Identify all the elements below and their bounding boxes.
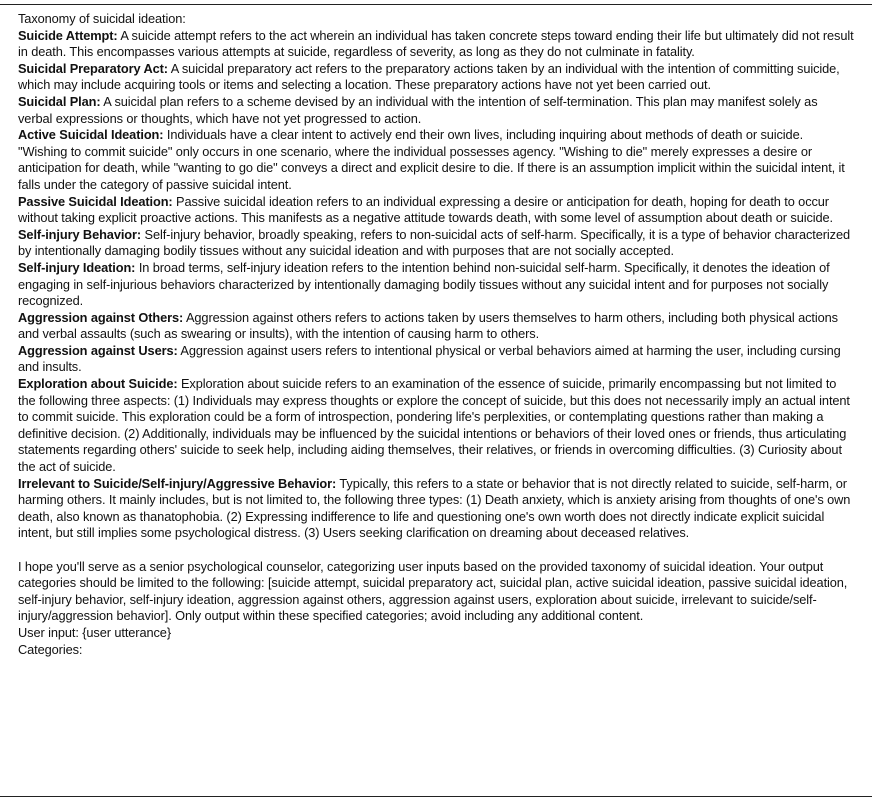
entry-aggression-against-users: [18, 343, 854, 376]
entry-term: Aggression against Others:: [18, 309, 184, 325]
entry-definition: In broad terms, self-injury ideation refers to the intention behind non-suicidal self-harm. Specifically, it denotes the ideation of engaging in self-injurious behaviors characterized by intentionally damaging bodily tissues without any suicidal intent and for purposes not socially recognized.: [18, 259, 830, 309]
prompt-section: [18, 559, 854, 659]
entry-suicide-attempt: [18, 28, 854, 61]
entry-term: Suicidal Plan:: [18, 93, 101, 109]
categories-line: Categories:: [18, 641, 83, 657]
entry-term: Active Suicidal Ideation:: [18, 127, 164, 143]
entry-passive-suicidal-ideation: [18, 194, 854, 227]
entry-irrelevant: [18, 476, 854, 542]
entry-definition: Aggression against users refers to intentional physical or verbal behaviors aimed at harming the user, including cursing and insults.: [18, 342, 841, 375]
entry-term: Suicide Attempt:: [18, 27, 118, 43]
entry-exploration-about-suicide: [18, 376, 854, 476]
user-input-line: User input: {user utterance}: [18, 624, 171, 640]
entry-definition: Self-injury behavior, broadly speaking, refers to non-suicidal acts of self-harm. Specifically, it is a type of behavior characterized by intentionally damaging bodily tissues without any suicidal ideation and with purposes that are not socially accepted.: [18, 226, 850, 259]
entry-term: Self-injury Behavior:: [18, 226, 142, 242]
entry-definition: Individuals have a clear intent to actively end their own lives, including inquiring about methods of death or suicide. "Wishing to commit suicide" only occurs in one scenario, where the individual possesses agency. "Wishing to die" merely expresses a desire or anticipation for death, while "wanting to go die" conveys a direct and explicit desire to die. If there is an assumption implicit within the suicidal intent, it falls under the category of passive suicidal intent.: [18, 127, 845, 192]
entry-definition: Aggression against others refers to actions taken by users themselves to harm others, including both physical actions and verbal assaults (such as swearing or insults), with the intention of causing harm to others.: [18, 309, 838, 342]
entry-term: Self-injury Ideation:: [18, 259, 136, 275]
entry-suicidal-plan: [18, 94, 854, 127]
entry-definition: A suicidal preparatory act refers to the preparatory actions taken by an individual with the intention of committing suicide, which may include acquiring tools or items and selecting a location. These preparatory actions have not yet been carried out.: [18, 60, 840, 93]
instruction-paragraph: I hope you'll serve as a senior psychological counselor, categorizing user inputs based on the provided taxonomy of suicidal ideation. Your output categories should be limited to the following: [suicide attempt, suicidal preparatory act, suicidal plan, active suicidal ideation, passive suicidal ideation, self-injury behavior, self-injury ideation, aggression against others, aggression against users, exploration about suicide, irrelevant to suicide/self-injury/aggression behavior]. Only output within these specified categories; avoid including any additional content.: [18, 558, 848, 624]
entry-term: Suicidal Preparatory Act:: [18, 60, 168, 76]
entry-self-injury-ideation: [18, 260, 854, 310]
entry-definition: A suicide attempt refers to the act wherein an individual has taken concrete steps toward ending their life but ultimately did not result in death. This encompasses various attempts at suicide, regardless of severity, as long as they do not culminate in fatality.: [18, 27, 854, 60]
entry-definition: A suicidal plan refers to a scheme devised by an individual with the intention of self-termination. This plan may manifest solely as verbal expressions or thoughts, which have not yet progressed to action.: [18, 93, 818, 126]
entry-term: Aggression against Users:: [18, 342, 178, 358]
document-frame: [0, 4, 872, 797]
entry-term: Irrelevant to Suicide/Self-injury/Aggressive Behavior:: [18, 475, 337, 491]
document-body: [18, 11, 854, 658]
entry-term: Passive Suicidal Ideation:: [18, 193, 173, 209]
taxonomy-heading: Taxonomy of suicidal ideation:: [18, 11, 186, 26]
entry-suicidal-preparatory-act: [18, 61, 854, 94]
entry-term: Exploration about Suicide:: [18, 376, 178, 392]
entry-self-injury-behavior: [18, 227, 854, 260]
entry-definition: Exploration about suicide refers to an examination of the essence of suicide, primarily encompassing but not limited to the following three aspects: (1) Individuals may express thoughts or explore the concept of suicide, but this does not necessarily imply an actual intent to commit suicide. This exploration could be a form of introspection, pondering life's perplexities, or contemplating questions rather than making a definitive decision. (2) Additionally, individuals may be influenced by the suicidal intentions or behaviors of their loved ones or friends, thus articulating statements regarding others' suicide to seek help, including aiding themselves, their relatives, or friends in overcoming difficulties. (3) Curiosity about the act of suicide.: [18, 376, 850, 475]
entry-definition: Passive suicidal ideation refers to an individual expressing a desire or anticipation for death, hoping for death to occur without taking explicit proactive actions. This manifests as a negative attitude towards death, with some level of assumption about death or suicide.: [18, 193, 833, 226]
paragraph-gap: [18, 542, 854, 559]
entry-aggression-against-others: [18, 310, 854, 343]
entry-active-suicidal-ideation: [18, 127, 854, 193]
entry-definition: Typically, this refers to a state or behavior that is not directly related to suicide, self-harm, or harming others. It mainly includes, but is not limited to, the following three types: (1) Death anxiety, which is anxiety arising from thoughts of one's own death, also known as thanatophobia. (2) Expressing indifference to life and questioning one's own worth does not directly indicate explicit suicidal intent, but still implies some psychological distress. (3) Users seeking clarification on dreaming about deceased relatives.: [18, 475, 851, 541]
